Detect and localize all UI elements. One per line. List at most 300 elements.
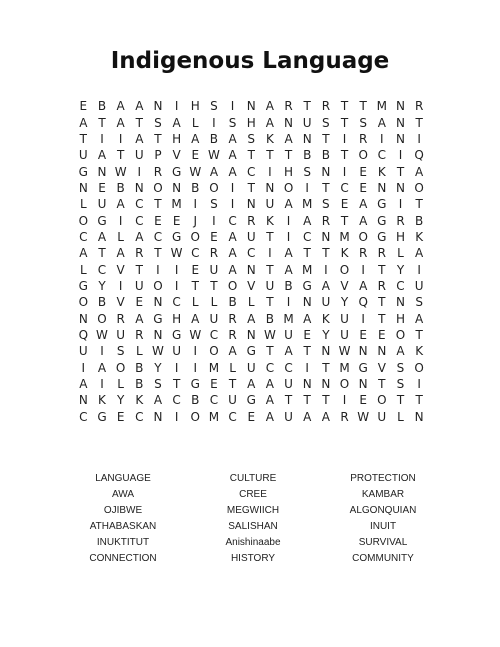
grid-letter: U (209, 262, 219, 277)
grid-letter: A (359, 197, 368, 212)
grid-letter: O (78, 213, 89, 228)
grid-letter: G (171, 327, 182, 342)
grid-letter: C (135, 197, 144, 212)
grid-letter: L (397, 246, 404, 261)
grid-letter: O (209, 180, 219, 195)
grid-letter: G (171, 229, 182, 244)
grid-letter: U (302, 115, 312, 130)
grid-letter: C (79, 229, 88, 244)
grid-letter: I (268, 164, 272, 179)
grid-letter: T (396, 164, 405, 179)
grid-letter: B (191, 180, 200, 195)
grid-letter: N (246, 262, 256, 277)
grid-letter: U (265, 278, 275, 293)
grid-letter: U (172, 344, 181, 359)
grid-letter: L (229, 360, 236, 375)
grid-letter: S (303, 164, 312, 179)
grid-letter: A (116, 115, 125, 130)
grid-letter: G (358, 360, 368, 375)
grid-letter: G (171, 164, 182, 179)
grid-letter: T (340, 115, 349, 130)
grid-letter: I (417, 377, 421, 392)
grid-letter: T (340, 148, 349, 163)
grid-letter: T (247, 180, 255, 195)
grid-letter: B (265, 311, 274, 326)
grid-letter: T (378, 295, 386, 310)
grid-letter: R (414, 99, 424, 114)
grid-letter: I (212, 115, 216, 130)
grid-letter: C (228, 409, 237, 424)
grid-letter: C (247, 164, 256, 179)
grid-letter: A (415, 246, 424, 261)
grid-letter: B (135, 360, 144, 375)
grid-letter: T (303, 344, 311, 359)
grid-letter: N (246, 197, 256, 212)
grid-letter: T (415, 327, 423, 342)
grid-letter: E (191, 262, 200, 277)
grid-letter: N (246, 99, 256, 114)
grid-letter: A (172, 115, 181, 130)
word-list-item: MEGWIICH (226, 504, 280, 516)
grid-letter: K (98, 393, 106, 408)
grid-letter: T (322, 246, 330, 261)
grid-letter: G (78, 278, 88, 293)
grid-letter: U (78, 148, 88, 163)
grid-letter: R (153, 164, 163, 179)
grid-letter: C (172, 295, 181, 310)
grid-letter: I (118, 131, 123, 146)
grid-letter: N (395, 115, 405, 130)
grid-letter: U (228, 393, 237, 408)
grid-letter: I (342, 393, 347, 408)
grid-letter: A (284, 262, 293, 277)
grid-letter: N (321, 377, 331, 392)
grid-letter: U (340, 327, 349, 342)
grid-letter: M (283, 311, 294, 326)
grid-letter: A (79, 246, 88, 261)
grid-letter: I (417, 262, 421, 277)
grid-letter: S (322, 197, 330, 212)
grid-letter: I (174, 262, 179, 277)
grid-letter: T (396, 393, 405, 408)
grid-letter: E (79, 99, 88, 114)
grid-letter: S (228, 115, 237, 130)
grid-letter: U (284, 327, 293, 342)
grid-letter: N (284, 115, 294, 130)
grid-letter: R (284, 99, 293, 114)
grid-letter: C (209, 393, 219, 408)
grid-letter: I (230, 99, 235, 114)
grid-letter: N (265, 180, 275, 195)
grid-letter: W (96, 327, 108, 342)
grid-letter: J (193, 213, 198, 228)
grid-letter: A (284, 344, 293, 359)
grid-letter: M (339, 229, 350, 244)
grid-letter: A (359, 213, 368, 228)
grid-letter: O (115, 360, 126, 375)
grid-letter: I (156, 262, 160, 277)
grid-letter: C (209, 327, 219, 342)
grid-letter: I (305, 180, 309, 195)
word-list-item: COMMUNITY (352, 552, 414, 564)
grid-letter: A (321, 278, 330, 293)
word-list-item: AWA (111, 488, 135, 500)
grid-letter: T (228, 377, 237, 392)
grid-letter: A (303, 213, 312, 228)
grid-letter: I (417, 131, 421, 146)
grid-letter: A (303, 409, 312, 424)
grid-letter: M (302, 262, 313, 277)
grid-letter: O (97, 311, 107, 326)
grid-letter: T (303, 393, 311, 408)
grid-letter: E (247, 409, 256, 424)
grid-letter: C (97, 262, 107, 277)
grid-letter: G (302, 278, 312, 293)
grid-letter: T (340, 99, 349, 114)
grid-letter: I (174, 99, 179, 114)
grid-letter: H (395, 229, 405, 244)
grid-letter: T (154, 246, 162, 261)
grid-letter: A (377, 115, 386, 130)
grid-letter: A (321, 409, 330, 424)
grid-letter: H (172, 131, 182, 146)
grid-letter: U (265, 197, 275, 212)
grid-letter: Y (322, 327, 330, 342)
grid-letter: K (265, 131, 274, 146)
grid-letter: B (415, 213, 424, 228)
grid-letter: A (228, 164, 237, 179)
grid-letter: L (247, 295, 255, 310)
grid-letter: I (380, 131, 384, 146)
grid-letter: L (191, 295, 199, 310)
grid-letter: T (210, 278, 218, 293)
grid-letter: A (359, 278, 368, 293)
grid-letter: M (171, 197, 182, 212)
grid-letter: M (339, 360, 350, 375)
grid-letter: G (246, 393, 256, 408)
grid-letter: E (378, 327, 386, 342)
grid-letter: L (210, 295, 218, 310)
grid-letter: A (228, 131, 237, 146)
grid-letter: W (114, 164, 127, 179)
grid-letter: U (377, 409, 387, 424)
grid-letter: C (265, 360, 275, 375)
grid-letter: L (397, 409, 404, 424)
grid-letter: A (265, 99, 274, 114)
grid-letter: O (227, 278, 238, 293)
grid-letter: B (191, 393, 200, 408)
grid-letter: U (321, 295, 331, 310)
grid-letter: A (116, 99, 125, 114)
word-list (58, 470, 448, 566)
grid-letter: A (153, 393, 163, 408)
grid-letter: B (321, 148, 330, 163)
grid-letter: A (228, 148, 237, 163)
grid-letter: U (134, 278, 144, 293)
grid-letter: M (302, 197, 313, 212)
grid-letter: G (153, 311, 163, 326)
grid-letter: U (246, 229, 256, 244)
grid-letter: A (97, 148, 107, 163)
grid-letter: T (172, 377, 181, 392)
grid-letter: T (415, 115, 423, 130)
grid-letter: M (208, 409, 220, 424)
grid-letter: S (396, 377, 405, 392)
grid-letter: N (302, 131, 312, 146)
letter-grid (74, 98, 428, 425)
grid-letter: E (359, 327, 367, 342)
grid-letter: B (97, 295, 107, 310)
grid-letter: L (117, 229, 124, 244)
grid-letter: A (228, 344, 237, 359)
grid-letter: N (78, 393, 88, 408)
grid-letter: B (228, 295, 237, 310)
grid-letter: S (210, 99, 218, 114)
grid-letter: A (97, 360, 107, 375)
grid-letter: I (286, 295, 291, 310)
grid-letter: S (210, 197, 218, 212)
grid-letter: T (266, 262, 274, 277)
grid-letter: G (97, 409, 107, 424)
grid-letter: P (154, 148, 162, 163)
grid-letter: A (135, 131, 144, 146)
grid-letter: N (153, 327, 163, 342)
grid-letter: I (193, 344, 198, 359)
grid-letter: T (154, 197, 162, 212)
grid-letter: R (359, 131, 368, 146)
grid-letter: S (396, 360, 405, 375)
grid-letter: N (377, 180, 387, 195)
grid-letter: G (377, 197, 387, 212)
grid-letter: I (398, 148, 403, 163)
grid-letter: I (81, 360, 86, 375)
grid-letter: T (79, 131, 87, 146)
grid-letter: S (322, 115, 330, 130)
grid-letter: I (361, 262, 365, 277)
grid-letter: E (210, 377, 218, 392)
grid-letter: E (135, 295, 144, 310)
grid-letter: I (398, 197, 403, 212)
grid-letter: W (338, 344, 351, 359)
grid-letter: I (118, 213, 123, 228)
grid-letter: Y (340, 295, 349, 310)
word-list-item: HISTORY (230, 552, 276, 564)
grid-letter: I (100, 131, 104, 146)
word-list-item: Anishinaabe (225, 536, 281, 548)
grid-letter: A (79, 115, 88, 130)
grid-letter: T (378, 377, 386, 392)
grid-letter: A (79, 377, 88, 392)
grid-letter: G (377, 213, 387, 228)
grid-letter: T (303, 246, 311, 261)
grid-letter: I (230, 180, 235, 195)
grid-letter: I (137, 164, 142, 179)
grid-letter: O (414, 180, 424, 195)
grid-letter: U (97, 197, 107, 212)
grid-letter: E (303, 327, 311, 342)
grid-letter: T (135, 115, 143, 130)
grid-letter: V (172, 148, 181, 163)
grid-letter: U (78, 344, 88, 359)
grid-letter: B (303, 148, 312, 163)
word-list-item: ATHABASKAN (89, 520, 157, 532)
grid-letter: A (191, 131, 200, 146)
grid-letter: T (266, 148, 274, 163)
grid-letter: T (266, 344, 274, 359)
grid-letter: A (97, 229, 107, 244)
grid-letter: A (396, 344, 405, 359)
grid-letter: N (358, 344, 368, 359)
grid-letter: S (154, 115, 162, 130)
grid-letter: O (358, 148, 368, 163)
grid-letter: G (190, 377, 200, 392)
grid-letter: C (247, 246, 256, 261)
grid-letter: I (174, 409, 179, 424)
grid-letter: N (153, 409, 163, 424)
grid-letter: A (247, 377, 256, 392)
grid-letter: I (174, 360, 179, 375)
word-list-item: INUIT (369, 520, 397, 532)
grid-letter: T (191, 278, 199, 293)
grid-letter: O (190, 229, 200, 244)
grid-letter: R (116, 311, 125, 326)
grid-letter: O (283, 180, 294, 195)
grid-letter: H (246, 115, 256, 130)
grid-letter: T (378, 262, 386, 277)
grid-letter: U (284, 377, 293, 392)
grid-letter: U (116, 327, 126, 342)
grid-letter: C (79, 409, 88, 424)
grid-letter: Y (116, 393, 125, 408)
grid-letter: N (153, 295, 163, 310)
grid-letter: I (286, 229, 291, 244)
grid-letter: N (377, 344, 387, 359)
grid-letter: R (396, 213, 405, 228)
grid-letter: O (395, 327, 406, 342)
grid-letter: T (340, 213, 349, 228)
grid-letter: V (340, 278, 349, 293)
grid-letter: L (117, 377, 124, 392)
word-list-item: SURVIVAL (358, 536, 408, 548)
grid-letter: T (284, 148, 293, 163)
grid-letter: I (361, 311, 365, 326)
grid-letter: T (116, 148, 125, 163)
grid-letter: C (284, 360, 293, 375)
grid-letter: S (359, 115, 367, 130)
grid-letter: A (116, 246, 125, 261)
grid-letter: C (228, 213, 237, 228)
grid-letter: O (339, 262, 350, 277)
grid-letter: O (358, 229, 368, 244)
grid-letter: A (135, 229, 144, 244)
grid-letter: T (322, 180, 330, 195)
grid-letter: Q (358, 295, 368, 310)
word-list-item: KAMBAR (361, 488, 405, 500)
grid-letter: R (135, 246, 144, 261)
word-list-item: SALISHAN (228, 520, 278, 532)
grid-letter: I (305, 360, 309, 375)
grid-letter: I (230, 197, 235, 212)
grid-letter: R (135, 327, 144, 342)
grid-letter: R (228, 327, 237, 342)
grid-letter: A (284, 246, 293, 261)
grid-letter: H (284, 164, 294, 179)
grid-letter: C (396, 278, 405, 293)
grid-letter: N (97, 164, 107, 179)
grid-letter: B (97, 99, 107, 114)
grid-letter: O (339, 377, 350, 392)
grid-letter: W (263, 327, 276, 342)
grid-letter: A (191, 311, 200, 326)
grid-letter: L (191, 115, 199, 130)
grid-letter: B (284, 278, 293, 293)
grid-letter: A (228, 229, 237, 244)
grid-letter: G (97, 213, 107, 228)
grid-letter: W (170, 246, 183, 261)
grid-letter: N (302, 377, 312, 392)
grid-letter: G (377, 229, 387, 244)
word-list-item: ALGONQUIAN (349, 504, 417, 516)
grid-letter: W (207, 148, 220, 163)
grid-letter: Q (414, 148, 424, 163)
grid-letter: Y (154, 360, 162, 375)
grid-letter: I (174, 278, 179, 293)
grid-letter: K (340, 246, 349, 261)
grid-letter: G (78, 164, 88, 179)
grid-letter: A (209, 164, 219, 179)
grid-letter: R (377, 278, 386, 293)
grid-letter: N (246, 327, 256, 342)
grid-letter: E (210, 229, 218, 244)
grid-letter: K (265, 213, 274, 228)
grid-letter: I (100, 344, 104, 359)
grid-letter: O (414, 360, 424, 375)
grid-letter: K (135, 393, 144, 408)
grid-letter: W (357, 409, 370, 424)
grid-letter: T (322, 360, 330, 375)
grid-letter: I (193, 360, 198, 375)
grid-letter: O (190, 409, 200, 424)
grid-letter: A (284, 197, 293, 212)
grid-letter: E (172, 213, 181, 228)
grid-letter: U (284, 409, 293, 424)
grid-letter: T (266, 229, 274, 244)
grid-letter: W (189, 327, 202, 342)
grid-letter: C (172, 393, 181, 408)
grid-letter: R (228, 311, 237, 326)
word-list-item: OJIBWE (103, 504, 143, 516)
grid-letter: T (303, 99, 311, 114)
grid-letter: A (228, 262, 237, 277)
grid-letter: I (342, 164, 347, 179)
grid-letter: S (154, 377, 162, 392)
grid-letter: N (395, 131, 405, 146)
grid-letter: R (340, 409, 349, 424)
grid-letter: T (415, 197, 423, 212)
grid-letter: B (209, 131, 219, 146)
grid-letter: N (321, 344, 331, 359)
grid-letter: C (340, 180, 349, 195)
grid-letter: T (247, 148, 255, 163)
grid-letter: C (135, 409, 144, 424)
grid-letter: N (134, 180, 144, 195)
grid-letter: K (377, 164, 386, 179)
grid-letter: A (265, 409, 274, 424)
grid-letter: A (265, 393, 274, 408)
grid-letter: I (118, 278, 123, 293)
grid-letter: I (100, 377, 104, 392)
grid-letter: T (359, 99, 367, 114)
